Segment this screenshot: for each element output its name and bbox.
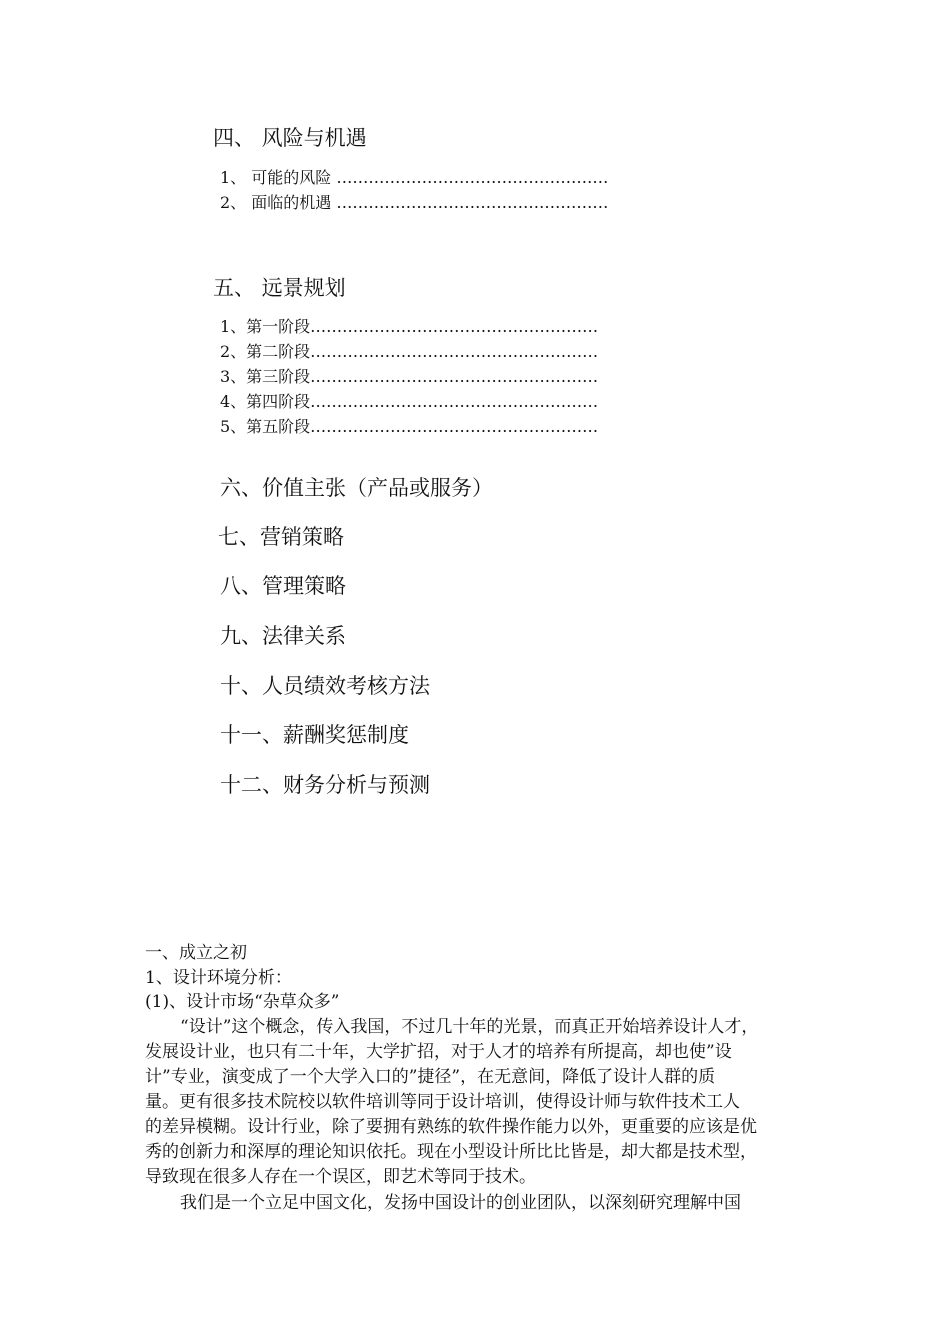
- body-paragraph-line: 我们是一个立足中国文化，发扬中国设计的创业团队，以深刻研究理解中国: [180, 1193, 741, 1213]
- heading-performance-assessment: 十、人员绩效考核方法: [220, 674, 430, 698]
- body-paragraph-line: 导致现在很多人存在一个误区，即艺术等同于技术。: [145, 1167, 536, 1187]
- section-4-title: 四、 风险与机遇: [213, 126, 367, 150]
- body-heading-1: 一、成立之初: [145, 943, 247, 963]
- body-paragraph-line: 的差异模糊。设计行业，除了要拥有熟练的软件操作能力以外，更重要的应该是优: [145, 1117, 757, 1137]
- section-5-item-2: 2、第二阶段………………………………………………: [220, 342, 599, 361]
- body-paragraph-line: 计”专业，演变成了一个大学入口的”捷径”，在无意间，降低了设计人群的质: [145, 1067, 716, 1087]
- heading-legal-relations: 九、法律关系: [220, 624, 346, 648]
- heading-marketing-strategy: 七、营销策略: [218, 525, 344, 549]
- body-heading-3: (1)、设计市场“杂草众多”: [145, 992, 340, 1012]
- body-paragraph-line: 发展设计业，也只有二十年，大学扩招，对于人才的培养有所提高，却也使”设: [145, 1042, 732, 1062]
- section-4-item-1: 1、 可能的风险 ……………………………………………: [220, 168, 609, 187]
- section-5-item-4: 4、第四阶段………………………………………………: [220, 392, 599, 411]
- section-5-item-3: 3、第三阶段………………………………………………: [220, 367, 599, 386]
- body-heading-2: 1、设计环境分析：: [145, 968, 292, 988]
- heading-compensation-system: 十一、薪酬奖惩制度: [220, 723, 409, 747]
- body-paragraph-line: 量。更有很多技术院校以软件培训等同于设计培训，使得设计师与软件技术工人: [145, 1092, 740, 1112]
- heading-value-proposition: 六、价值主张（产品或服务）: [220, 476, 493, 500]
- section-5-title: 五、 远景规划: [213, 276, 346, 300]
- section-5-item-1: 1、第一阶段………………………………………………: [220, 317, 599, 336]
- heading-financial-analysis: 十二、财务分析与预测: [220, 773, 430, 797]
- body-paragraph-line: “设计”这个概念，传入我国，不过几十年的光景，而真正开始培养设计人才，: [180, 1017, 759, 1037]
- section-4-item-2: 2、 面临的机遇 ……………………………………………: [220, 193, 609, 212]
- section-5-item-5: 5、第五阶段………………………………………………: [220, 417, 599, 436]
- heading-management-strategy: 八、管理策略: [220, 574, 346, 598]
- body-paragraph-line: 秀的创新力和深厚的理论知识依托。现在小型设计所比比皆是，却大都是技术型，: [145, 1142, 757, 1162]
